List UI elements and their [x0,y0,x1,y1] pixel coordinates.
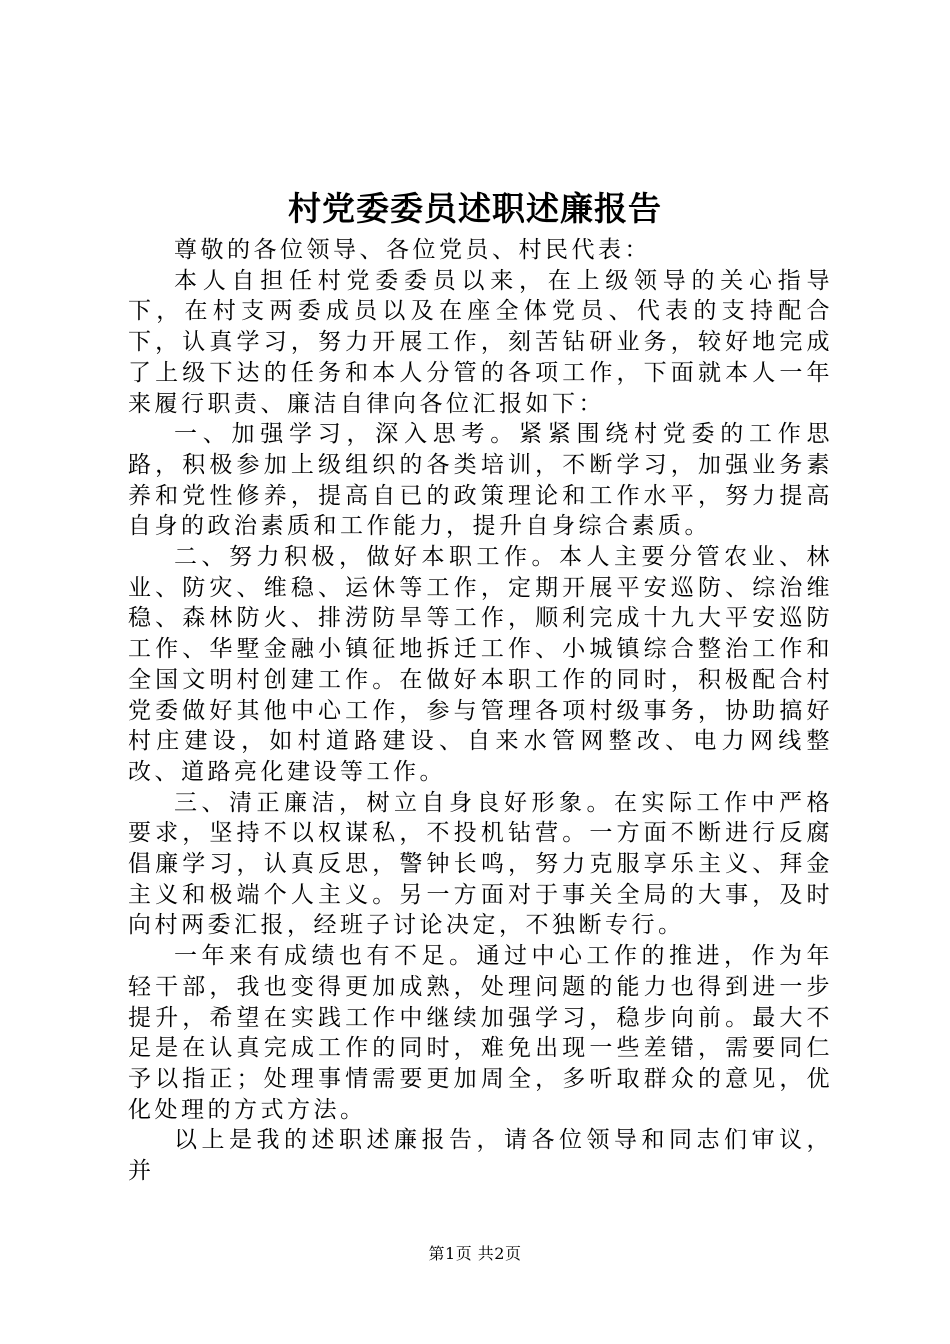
summary-paragraph: 一年来有成绩也有不足。通过中心工作的推进，作为年轻干部，我也变得更加成熟，处理问题的能力也得到进一步提升，希望在实践工作中继续加强学习，稳步向前。最大不足是在认真完成工作的同时，难免出现一些差错，需要同仁予以指正；处理事情需要更加周全，多听取群众的意见，优化处理的方式方法。 [128,943,833,1123]
section-3-paragraph: 三、清正廉洁，树立自身良好形象。在实际工作中严格要求，坚持不以权谋私，不投机钻营。一方面不断进行反腐倡廉学习，认真反思，警钟长鸣，努力克服享乐主义、拜金主义和极端个人主义。另一方面对于事关全局的大事，及时向村两委汇报，经班子讨论决定，不独断专行。 [128,789,833,939]
salutation-paragraph: 尊敬的各位领导、各位党员、村民代表： [174,237,651,263]
section-2-paragraph: 二、努力积极，做好本职工作。本人主要分管农业、林业、防灾、维稳、运休等工作，定期开展平安巡防、综治维稳、森林防火、排涝防旱等工作，顺利完成十九大平安巡防工作、华墅金融小镇征地拆迁工作、小城镇综合整治工作和全国文明村创建工作。在做好本职工作的同时，积极配合村党委做好其他中心工作，参与管理各项村级事务，协助搞好村庄建设，如村道路建设、自来水管网整改、电力网线整改、道路亮化建设等工作。 [128,544,833,785]
section-1-paragraph: 一、加强学习，深入思考。紧紧围绕村党委的工作思路，积极参加上级组织的各类培训，不断学习，加强业务素养和党性修养，提高自已的政策理论和工作水平，努力提高自身的政治素质和工作能力，提升自身综合素质。 [128,421,833,540]
intro-paragraph: 本人自担任村党委委员以来，在上级领导的关心指导下，在村支两委成员以及在座全体党员、代表的支持配合下，认真学习，努力开展工作，刻苦钻研业务，较好地完成了上级下达的任务和本人分管的各项工作，下面就本人一年来履行职责、廉洁自律向各位汇报如下： [128,267,833,417]
closing-paragraph: 以上是我的述职述廉报告，请各位领导和同志们审议，并 [128,1127,833,1185]
document-body [128,235,833,1187]
page-footer: 第1页 共2页 [428,1244,522,1263]
document-title: 村党委委员述职述廉报告 [288,189,662,228]
